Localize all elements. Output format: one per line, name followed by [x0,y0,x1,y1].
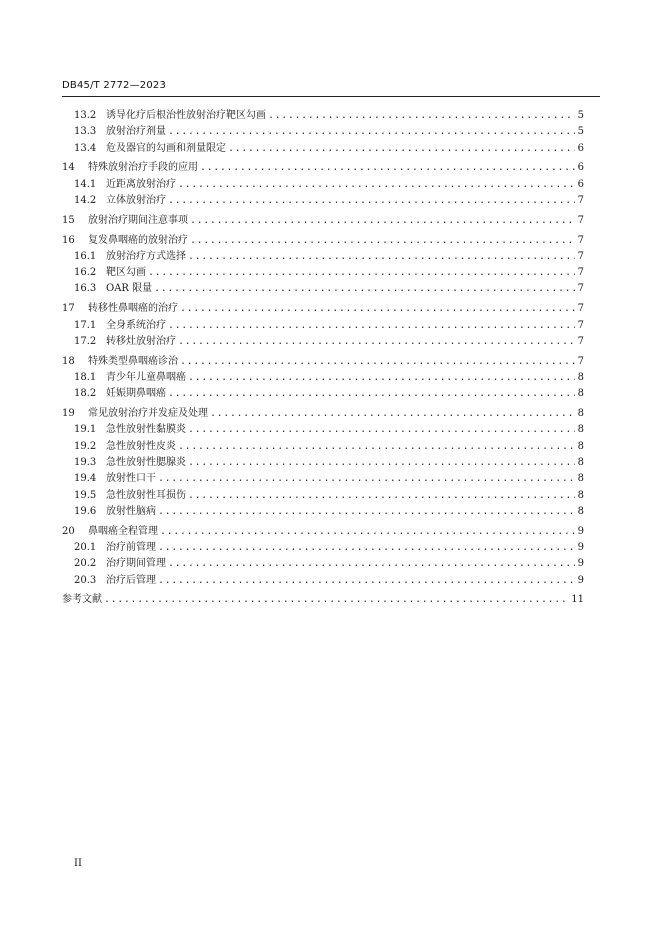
header-code: DB45/T 2772—2023 [62,80,167,91]
toc-entry-title: 鼻咽癌全程管理 [88,525,158,537]
toc-entry-title: 放射性脑病 [106,505,156,517]
toc-entry-number: 17.2 [74,335,97,347]
toc-entry-page: 8 [577,440,584,452]
toc-entry-page: 11 [571,594,584,606]
toc-entry-number: 16.1 [74,250,97,262]
toc-entry-title: 转移性鼻咽癌的治疗 [88,303,178,315]
toc-leader-dots [168,386,575,402]
toc-leader-dots [228,141,575,157]
toc-entry-page: 9 [577,541,584,553]
toc-entry[interactable] [62,281,584,297]
toc-entry-number: 20.1 [74,541,97,553]
toc-leader-dots [168,124,575,140]
toc-entry-title: 特殊类型鼻咽癌诊治 [88,355,178,367]
toc-entry-number: 16.2 [74,267,97,279]
toc-leader-dots [160,524,575,540]
toc-leader-dots [190,213,575,229]
toc-entry-title: 全身系统治疗 [106,319,166,331]
toc-entry-title: 近距离放射治疗 [106,178,176,190]
toc-entry-number: 19.5 [74,489,97,501]
toc-entry-page: 8 [577,505,584,517]
toc-entry[interactable] [62,124,584,140]
toc-entry-page: 9 [577,574,584,586]
toc-entry-title: 复发鼻咽癌的放射治疗 [88,234,188,246]
toc-leader-dots [188,249,575,265]
toc-entry[interactable] [62,301,584,317]
toc-leader-dots [168,193,575,209]
toc-entry-number: 16.3 [74,283,97,295]
toc-entry-page: 7 [577,319,584,331]
toc-entry-title: 治疗后管理 [106,574,156,586]
toc-entry[interactable] [62,488,584,504]
toc-leader-dots [200,160,575,176]
toc-entry-number: 19.3 [74,456,97,468]
toc-entry-number: 19.4 [74,473,97,485]
toc-entry-page: 8 [577,473,584,485]
toc-entry-title: 常见放射治疗并发症及处理 [88,408,208,420]
toc-entry-number: 15 [62,214,75,226]
toc-leader-dots [158,540,575,556]
toc-entry-title: 危及器官的勾画和剂量限定 [106,142,226,154]
toc-entry-title: 放射治疗期间注意事项 [88,214,188,226]
toc-entry-title: 立体放射治疗 [106,194,166,206]
toc-entry-page: 8 [577,371,584,383]
toc-entry[interactable] [62,406,584,422]
toc-entry-number: 20 [62,525,75,537]
toc-entry-page: 7 [577,250,584,262]
toc-entry-number: 19.6 [74,505,97,517]
toc-entry-number: 19 [62,408,75,420]
toc-entry-title: 靶区勾画 [106,267,146,279]
toc-leader-dots [158,471,575,487]
toc-entry[interactable] [62,573,584,589]
toc-leader-dots [178,439,575,455]
toc-entry-number: 14 [62,162,75,174]
toc-entry-page: 5 [577,110,584,121]
toc-entry-title: 治疗期间管理 [106,558,166,570]
toc-entry-page: 6 [577,178,584,190]
toc-entry-title: 急性放射性黏膜炎 [106,424,186,436]
toc-entry-number: 16 [62,234,75,246]
toc-entry[interactable] [62,193,584,209]
toc-leader-dots [190,233,575,249]
toc-entry-title: 急性放射性耳损伤 [106,489,186,501]
toc-entry-title: 特殊放射治疗手段的应用 [88,162,198,174]
toc-leader-dots [268,108,575,124]
toc-leader-dots [188,455,575,471]
footer-page-number: II [74,858,82,869]
toc-entry-number: 18.1 [74,371,97,383]
toc-leader-dots [180,354,575,370]
toc-entry-number: 18 [62,355,75,367]
toc-entry-page: 6 [577,142,584,154]
toc-leader-dots [158,504,575,520]
toc-entry-page: 8 [577,388,584,400]
table-of-contents [62,108,584,609]
toc-entry-page: 8 [577,489,584,501]
toc-entry-page: 6 [577,162,584,174]
toc-leader-dots [188,488,575,504]
toc-entry[interactable] [62,540,584,556]
toc-entry[interactable] [62,354,584,370]
toc-entry-number: 20.3 [74,574,97,586]
toc-leader-dots [180,301,575,317]
toc-entry-title: 诱导化疗后根治性放射治疗靶区勾画 [106,110,266,121]
toc-leader-dots [188,370,575,386]
toc-entry[interactable] [62,265,584,281]
toc-entry-page: 7 [577,303,584,315]
toc-entry-number: 19.1 [74,424,97,436]
toc-leader-dots [158,573,575,589]
toc-entry-title: 放射性口干 [106,473,156,485]
toc-entry[interactable] [62,524,584,540]
toc-entry-title: OAR 限量 [106,283,153,295]
toc-entry-page: 7 [577,335,584,347]
toc-entry[interactable] [62,455,584,471]
toc-entry-number: 20.2 [74,558,97,570]
toc-entry-number: 19.2 [74,440,97,452]
toc-entry-number: 17 [62,303,75,315]
toc-entry[interactable] [62,592,584,608]
toc-leader-dots [210,406,575,422]
toc-entry-page: 9 [577,558,584,570]
toc-leader-dots [148,265,575,281]
toc-entry-page: 7 [577,234,584,246]
toc-leader-dots [154,281,575,297]
toc-entry[interactable] [62,422,584,438]
toc-entry[interactable] [62,160,584,176]
toc-entry[interactable] [62,334,584,350]
toc-entry-page: 8 [577,456,584,468]
toc-entry[interactable] [62,318,584,334]
toc-entry[interactable] [62,386,584,402]
toc-entry[interactable] [62,141,584,157]
toc-entry-title: 放射治疗剂量 [106,126,166,138]
toc-entry-number: 17.1 [74,319,97,331]
toc-entry[interactable] [62,504,584,520]
toc-entry[interactable] [62,177,584,193]
toc-leader-dots [168,318,575,334]
toc-entry[interactable] [62,213,584,229]
toc-entry-page: 7 [577,267,584,279]
toc-entry-title: 放射治疗方式选择 [106,250,186,262]
toc-entry-page: 7 [577,283,584,295]
toc-entry-title: 妊娠期鼻咽癌 [106,388,166,400]
toc-entry-title: 治疗前管理 [106,541,156,553]
toc-entry-title: 青少年儿童鼻咽癌 [106,371,186,383]
toc-entry[interactable] [62,108,584,124]
toc-entry-title: 转移灶放射治疗 [106,335,176,347]
toc-entry-title: 急性放射性腮腺炎 [106,456,186,468]
toc-entry-page: 9 [577,525,584,537]
toc-entry-number: 13.2 [74,110,97,121]
toc-entry[interactable] [62,249,584,265]
toc-leader-dots [104,592,569,608]
toc-entry-title: 急性放射性皮炎 [106,440,176,452]
toc-entry-number: 13.4 [74,142,97,154]
toc-leader-dots [188,422,575,438]
toc-entry-page: 7 [577,355,584,367]
toc-entry[interactable] [62,439,584,455]
toc-entry-number: 13.3 [74,126,97,138]
toc-entry-number: 14.2 [74,194,97,206]
toc-entry-page: 7 [577,194,584,206]
header-rule [62,96,600,97]
toc-entry-page: 7 [577,214,584,226]
toc-entry[interactable] [62,370,584,386]
toc-entry-page: 8 [577,424,584,436]
toc-leader-dots [168,556,575,572]
toc-entry-number: 18.2 [74,388,97,400]
toc-entry-page: 5 [577,126,584,138]
toc-leader-dots [178,334,575,350]
toc-entry[interactable] [62,556,584,572]
toc-entry[interactable] [62,233,584,249]
toc-entry[interactable] [62,471,584,487]
toc-leader-dots [178,177,575,193]
toc-entry-page: 8 [577,408,584,420]
toc-entry-number: 14.1 [74,178,97,190]
toc-entry-title: 参考文献 [62,594,102,606]
